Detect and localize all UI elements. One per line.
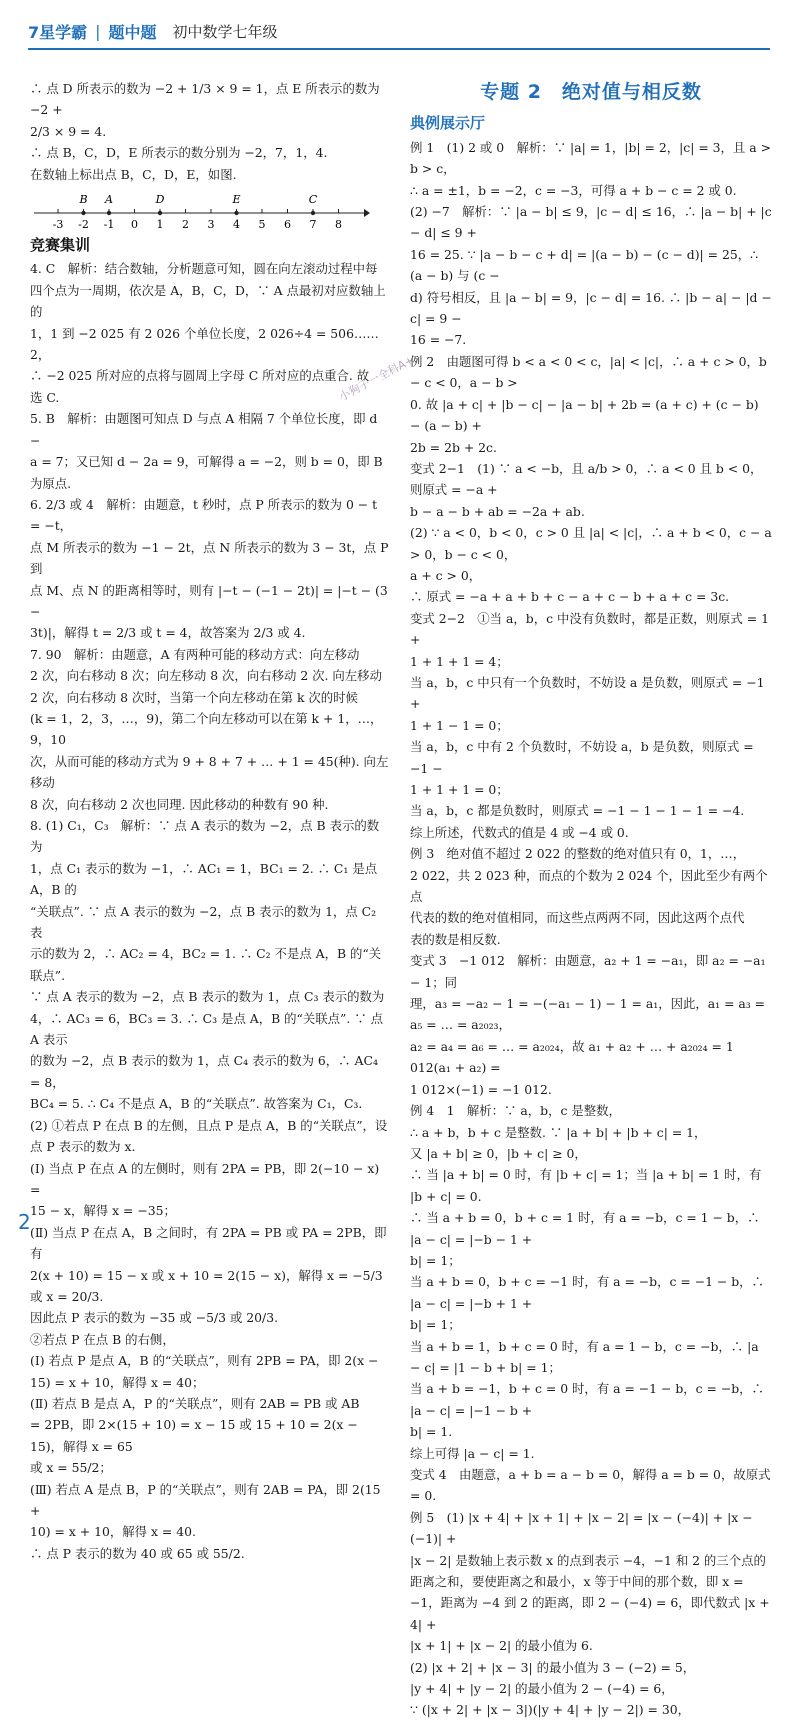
text-line: b| = 1； bbox=[410, 1252, 461, 1268]
text-line: 2 次，向右移动 8 次时，当第一个向左移动在第 k 次的时候 bbox=[30, 689, 358, 705]
axis-arrow bbox=[364, 209, 370, 217]
text-line: 变式 3 −1 012 解析：由题意，a₂ + 1 = −a₁，即 a₂ = −a₁ − 1；同 bbox=[410, 953, 766, 990]
tick-label: 3 bbox=[207, 218, 215, 232]
text-line: 2/3 × 9 = 4. bbox=[30, 123, 107, 139]
text-line: 1 012×(−1) = −1 012. bbox=[410, 1081, 552, 1097]
text-line: 2b = 2b + 2c. bbox=[410, 439, 497, 455]
topic-title: 专题 2 绝对值与相反数 bbox=[480, 81, 702, 103]
text-line: ∴ 当 |a + b| = 0 时，有 |b + c| = 1；当 |a + b| = 1 时，有 |b + c| = 0. bbox=[410, 1167, 762, 1204]
text-line: b| = 1. bbox=[410, 1424, 453, 1440]
text-line: 2 次，向右移动 8 次；向左移动 8 次，向右移动 2 次. 向左移动 bbox=[30, 668, 382, 684]
text-line: 变式 4 由题意，a + b = a − b = 0，解得 a = b = 0，故原式 = 0. bbox=[410, 1467, 771, 1504]
text-line: ∴ a + b，b + c 是整数. ∵ |a + b| + |b + c| = 1， bbox=[410, 1124, 707, 1140]
number-line bbox=[30, 189, 370, 231]
tick-label: 6 bbox=[284, 218, 291, 232]
text-line: 当 a，b，c 中只有一个负数时，不妨设 a 是负数，则原式 = −1 + bbox=[410, 674, 765, 712]
text-line: a₂ = a₄ = a₆ = … = a₂₀₂₄，故 a₁ + a₂ + … + a₂₀₂₄ = 1 012(a₁ + a₂) = bbox=[410, 1038, 734, 1076]
text-line: (k = 1，2，3，…，9)，第二个向左移动可以在第 k + 1，…，9，10 bbox=[30, 710, 383, 748]
point-marker bbox=[158, 211, 162, 215]
text-line: ∴ 点 P 表示的数为 40 或 65 或 55/2. bbox=[30, 1545, 245, 1561]
point-marker bbox=[311, 211, 315, 215]
point-marker bbox=[234, 211, 238, 215]
text-line: ②若点 P 在点 B 的右侧， bbox=[30, 1331, 175, 1347]
text-line: −1，距离为 −4 到 2 的距离，即 2 − (−4) = 6，即代数式 |x + 4| + bbox=[410, 1595, 770, 1632]
text-line: 15) = x + 10，解得 x = 40； bbox=[30, 1374, 205, 1390]
text-line: |y + 4| + |y − 2| 的最小值为 2 − (−4) = 6， bbox=[410, 1681, 674, 1697]
tick-label: 8 bbox=[335, 218, 342, 232]
text-line: ∴ 当 a + b = 0，b + c = 1 时，有 a = −b，c = 1 − b，∴ |a − c| = |−b − 1 + bbox=[410, 1210, 760, 1247]
text-line: “关联点”. ∵ 点 A 表示的数为 −2，点 B 表示的数为 1，点 C₂ 表 bbox=[30, 903, 377, 941]
text-line: 距离之和，要使距离之和最小，x 等于中间的那个数，即 x = bbox=[410, 1574, 744, 1590]
text-line: ∵ 点 A 表示的数为 −2，点 B 表示的数为 1，点 C₃ 表示的数为 bbox=[30, 989, 385, 1005]
tick-label: 5 bbox=[258, 218, 266, 232]
point-label: A bbox=[105, 193, 113, 207]
tick-label: 2 bbox=[182, 218, 189, 232]
text-line: 理，a₃ = −a₂ − 1 = −(−a₁ − 1) − 1 = a₁，因此，a₁ = a₃ = a₅ = … = a₂₀₂₃， bbox=[410, 996, 766, 1033]
text-line: 16 = −7. bbox=[410, 332, 467, 348]
tick-label: 0 bbox=[131, 218, 138, 232]
point-label: C bbox=[308, 193, 318, 207]
text-line: 2(x + 10) = 15 − x 或 x + 10 = 2(15 − x)，解得 x = −5/3 或 x = 20/3. bbox=[30, 1267, 383, 1304]
tick-label: -2 bbox=[78, 218, 89, 232]
text-line: (Ⅱ) 当点 P 在点 A，B 之间时，有 2PA = PB 或 PA = 2PB，即有 bbox=[30, 1224, 387, 1262]
text-line: 当 a，b，c 都是负数时，则原式 = −1 − 1 − 1 − 1 = −4. bbox=[410, 803, 745, 819]
text-line: ∴ a = ±1，b = −2，c = −3，可得 a + b − c = 2 或 0. bbox=[410, 182, 737, 198]
text-line: 例 1 (1) 2 或 0 解析：∵ |a| = 1，|b| = 2，|c| = 3，且 a > b > c， bbox=[410, 139, 771, 177]
text-line: 4. C 解析：结合数轴，分析题意可知，圆在向左滚动过程中每 bbox=[30, 261, 378, 277]
text-line: 四个点为一周期，依次是 A，B，C，D，∵ A 点最初对应数轴上的 bbox=[30, 282, 386, 320]
text-line: 8 次，向右移动 2 次也同理. 因此移动的种数有 90 种. bbox=[30, 796, 329, 812]
text-line: 1，点 C₁ 表示的数为 −1，∴ AC₁ = 1，BC₁ = 2. ∴ C₁ 是点 A，B 的 bbox=[30, 860, 378, 898]
text-line: 15 − x，解得 x = −35； bbox=[30, 1203, 176, 1219]
page-header bbox=[28, 18, 278, 44]
tick-label: -3 bbox=[52, 218, 64, 232]
text-line: 当 a + b = −1，b + c = 0 时，有 a = −1 − b，c = −b，∴ |a − c| = |−1 − b + bbox=[410, 1381, 764, 1418]
text-line: 当 a，b，c 中有 2 个负数时，不妨设 a，b 是负数，则原式 = −1 − bbox=[410, 739, 754, 776]
text-line: 表的数是相反数. bbox=[410, 931, 501, 947]
text-line: 在数轴上标出点 B，C，D，E，如图. bbox=[30, 166, 237, 182]
tick-label: 1 bbox=[156, 218, 164, 232]
point-label: D bbox=[155, 193, 165, 207]
left-intro bbox=[30, 78, 390, 185]
right-column bbox=[410, 78, 772, 1721]
text-line: 综上所述，代数式的值是 4 或 −4 或 0. bbox=[410, 824, 629, 840]
point-label: B bbox=[79, 193, 88, 207]
text-line: 1 + 1 + 1 = 4； bbox=[410, 653, 509, 669]
text-line: 3t)|，解得 t = 2/3 或 t = 4，故答案为 2/3 或 4. bbox=[30, 625, 306, 641]
text-line: (2) ∵ a < 0，b < 0，c > 0 且 |a| < |c|，∴ a + b < 0，c − a > 0，b − c < 0， bbox=[410, 525, 772, 562]
text-line: 当 a + b = 1，b + c = 0 时，有 a = 1 − b，c = −b，∴ |a − c| = |1 − b + b| = 1； bbox=[410, 1338, 759, 1375]
text-line: d) 符号相反，且 |a − b| = 9，|c − d| = 16. ∴ |b − a| − |d − c| = 9 − bbox=[410, 289, 772, 327]
point-group bbox=[78, 193, 317, 215]
text-line: BC₄ = 5. ∴ C₄ 不是点 A，B 的“关联点”. 故答案为 C₁，C₃. bbox=[30, 1096, 363, 1112]
text-line: a = 7；又已知 d − 2a = 9，可解得 a = −2，则 b = 0，即 B 为原点. bbox=[30, 454, 383, 491]
text-line: a + c > 0， bbox=[410, 567, 482, 583]
text-line: 又 |a + b| ≥ 0，|b + c| ≥ 0， bbox=[410, 1145, 587, 1161]
page-number: 2 bbox=[18, 1210, 31, 1234]
text-line: ∴ 原式 = −a + a + b + c − a + c − b + a + c = 3c. bbox=[410, 589, 730, 605]
point-marker bbox=[107, 211, 111, 215]
text-line: ∴ 点 D 所表示的数为 −2 + 1/3 × 9 = 1，点 E 所表示的数为 −2 + bbox=[30, 81, 380, 118]
point-label: E bbox=[232, 193, 241, 207]
text-line: 例 4 1 解析：∵ a，b，c 是整数， bbox=[410, 1103, 621, 1119]
header-rule bbox=[28, 48, 770, 50]
text-line: (2) −7 解析：∵ |a − b| ≤ 9，|c − d| ≤ 16，∴ |a − b| + |c − d| ≤ 9 + bbox=[410, 204, 772, 241]
text-line: 或 x = 55/2； bbox=[30, 1460, 112, 1476]
text-line: 1，1 到 −2 025 有 2 026 个单位长度，2 026÷4 = 506……2， bbox=[30, 325, 379, 363]
text-line: 16 = 25. ∵ |a − b − c + d| = |(a − b) − (c − d)| = 25，∴ (a − b) 与 (c − bbox=[410, 246, 759, 284]
text-line: 例 2 由题图可得 b < a < 0 < c，|a| < |c|，∴ a + c > 0，b − c < 0，a − b > bbox=[410, 353, 767, 391]
text-line: 例 3 绝对值不超过 2 022 的整数的绝对值只有 0，1，…， bbox=[410, 846, 746, 862]
left-column bbox=[30, 78, 390, 1564]
brand-separator: | bbox=[95, 21, 101, 41]
text-line: 10) = x + 10，解得 x = 40. bbox=[30, 1524, 196, 1540]
section-title: 竞赛集训 bbox=[30, 236, 91, 255]
left-solutions bbox=[30, 258, 390, 1564]
text-line: (Ⅱ) 若点 B 是点 A，P 的“关联点”，则有 2AB = PB 或 AB bbox=[30, 1395, 360, 1411]
text-line: 变式 2−1 (1) ∵ a < −b，且 a/b > 0，∴ a < 0 且 b < 0，则原式 = −a + bbox=[410, 460, 763, 498]
text-line: 点 M 所表示的数为 −1 − 2t，点 N 所表示的数为 3 − 3t，点 P 到 bbox=[30, 539, 389, 577]
topic-subtitle: 典例展示厅 bbox=[410, 114, 486, 133]
point-marker bbox=[81, 211, 85, 215]
text-line: 1 + 1 + 1 = 0； bbox=[410, 782, 509, 797]
text-line: 变式 2−2 ①当 a，b，c 中没有负数时，都是正数，则原式 = 1 + bbox=[410, 610, 769, 648]
tick-group bbox=[53, 209, 342, 231]
text-line: ∵ (|x + 2| + |x − 3|)(|y + 4| + |y − 2|) = 30， bbox=[410, 1702, 691, 1718]
text-line: 0. 故 |a + c| + |b − c| − |a − b| + 2b = (a + c) + (c − b) − (a − b) + bbox=[410, 396, 759, 434]
text-line: 的数为 −2，点 B 表示的数为 1，点 C₄ 表示的数为 6，∴ AC₄ = 8， bbox=[30, 1053, 378, 1090]
text-line: b| = 1； bbox=[410, 1317, 461, 1333]
right-solutions bbox=[410, 137, 772, 1721]
text-line: (Ⅰ) 当点 P 在点 A 的左侧时，则有 2PA = PB，即 2(−10 − x) = bbox=[30, 1160, 380, 1197]
tick-label: -1 bbox=[103, 218, 115, 232]
text-line: 当 a + b = 0，b + c = −1 时，有 a = −b，c = −1 − b，∴ |a − c| = |−b + 1 + bbox=[410, 1274, 764, 1311]
text-line: ∴ 点 B，C，D，E 所表示的数分别为 −2，7，1，4. bbox=[30, 145, 328, 161]
text-line: 示的数为 2，∴ AC₂ = 4，BC₂ = 1. ∴ C₂ 不是点 A，B 的“关联点”. bbox=[30, 946, 382, 983]
text-line: 点 P 表示的数为 x. bbox=[30, 1139, 136, 1155]
text-line: (Ⅰ) 若点 P 是点 A，B 的“关联点”，则有 2PB = PA，即 2(x − bbox=[30, 1353, 379, 1369]
text-line: 因此点 P 表示的数为 −35 或 −5/3 或 20/3. bbox=[30, 1310, 279, 1326]
subject-title: 初中数学七年级 bbox=[172, 22, 278, 41]
text-line: 综上可得 |a − c| = 1. bbox=[410, 1445, 535, 1461]
brand-logo: 7星学霸 bbox=[28, 22, 88, 42]
text-line: 8. (1) C₁，C₃ 解析：∵ 点 A 表示的数为 −2，点 B 表示的数为 bbox=[30, 818, 380, 855]
text-line: 次，从而可能的移动方式为 9 + 8 + 7 + … + 1 = 45(种). 向左移动 bbox=[30, 753, 389, 791]
text-line: 7. 90 解析：由题意，A 有两种可能的移动方式：向左移动 bbox=[30, 646, 360, 662]
text-line: |x + 1| + |x − 2| 的最小值为 6. bbox=[410, 1638, 593, 1654]
text-line: (2) ①若点 P 在点 B 的左侧，且点 P 是点 A，B 的“关联点”，设 bbox=[30, 1117, 388, 1133]
text-line: 点 M、点 N 的距离相等时，则有 |−t − (−1 − 2t)| = |−t − (3 − bbox=[30, 582, 388, 619]
tick-label: 4 bbox=[233, 218, 240, 232]
text-line: 4，∴ AC₃ = 6，BC₃ = 3. ∴ C₃ 是点 A，B 的“关联点”. ∵ 点 A 表示 bbox=[30, 1010, 383, 1048]
text-line: (Ⅲ) 若点 A 是点 B，P 的“关联点”，则有 2AB = PA，即 2(15 + bbox=[30, 1481, 381, 1518]
text-line: 6. 2/3 或 4 解析：由题意，t 秒时，点 P 所表示的数为 0 − t = −t， bbox=[30, 496, 378, 534]
text-line: = 2PB，即 2×(15 + 10) = x − 15 或 15 + 10 = 2(x − 15)，解得 x = 65 bbox=[30, 1417, 358, 1454]
text-line: 选 C. bbox=[30, 389, 60, 405]
text-line: 5. B 解析：由题图可知点 D 与点 A 相隔 7 个单位长度，即 d − bbox=[30, 411, 378, 448]
text-line: ∴ −2 025 所对应的点将与圆周上字母 C 所对应的点重合. 故 bbox=[30, 368, 370, 384]
text-line: |x − 2| 是数轴上表示数 x 的点到表示 −4，−1 和 2 的三个点的 bbox=[410, 1552, 766, 1568]
text-line: (2) |x + 2| + |x − 3| 的最小值为 3 − (−2) = 5， bbox=[410, 1659, 696, 1675]
text-line: 1 + 1 − 1 = 0； bbox=[410, 717, 509, 733]
series-name: 题中题 bbox=[108, 22, 157, 42]
text-line: 2 022，共 2 023 种，而点的个数为 2 024 个，因此至少有两个点 bbox=[410, 867, 768, 905]
tick-label: 7 bbox=[309, 218, 317, 232]
text-line: 例 5 (1) |x + 4| + |x + 1| + |x − 2| = |x − (−4)| + |x − (−1)| + bbox=[410, 1509, 753, 1547]
text-line: b − a − b + ab = −2a + ab. bbox=[410, 503, 585, 519]
text-line: 代表的数的绝对值相同，而这些点两两不同，因此这两个点代 bbox=[410, 910, 745, 926]
watermark: 小狗子一全科A+ bbox=[337, 353, 417, 404]
